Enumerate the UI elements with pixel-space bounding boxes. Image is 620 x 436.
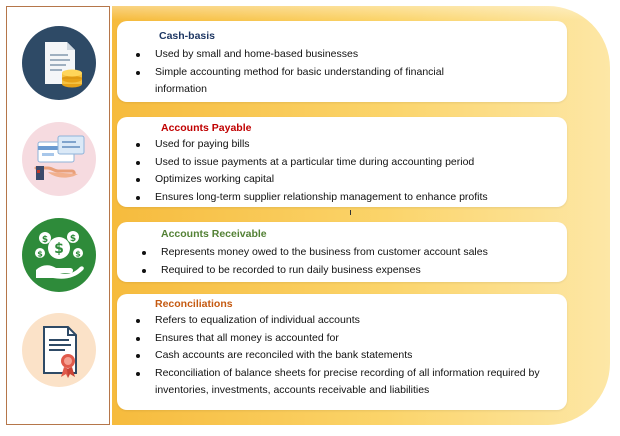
cash-basis-bullets [131, 46, 551, 99]
list-item: Used for paying bills [131, 136, 566, 154]
document-coins-icon [22, 26, 96, 100]
divider-mark [350, 210, 351, 215]
icon-column [6, 6, 110, 425]
accounts-payable-card [117, 117, 567, 207]
cash-basis-card [117, 21, 567, 102]
list-item: Optimizes working capital [131, 171, 566, 189]
list-item: Cash accounts are reconciled with the bank statements [131, 347, 561, 365]
certificate-icon [22, 313, 96, 387]
reconciliations-bullets [131, 312, 561, 400]
svg-text:$: $ [41, 235, 49, 245]
panel-highlight [112, 6, 610, 20]
svg-text:$: $ [69, 234, 77, 244]
list-item: Used to issue payments at a particular time during accounting period [131, 154, 566, 172]
accounts-payable-bullets [131, 136, 566, 206]
list-item: Used by small and home-based businesses [131, 46, 551, 64]
svg-text:$: $ [75, 249, 81, 259]
list-item: Refers to equalization of individual accounts [131, 312, 561, 330]
svg-text:$: $ [37, 249, 43, 259]
list-item: Ensures that all money is accounted for [131, 330, 561, 348]
list-item: Required to be recorded to run daily business expenses [137, 262, 562, 280]
cash-basis-title: Cash-basis [159, 30, 216, 42]
list-item: Reconciliation of balance sheets for precise recording of all information required by inventories, investments, accounts receivable and liabilities [131, 365, 561, 400]
accounts-receivable-bullets [137, 244, 562, 279]
hand-dollar-coins-icon [22, 218, 96, 292]
list-item: Simple accounting method for basic understanding of financial information [131, 64, 460, 99]
accounts-receivable-card [117, 222, 567, 282]
reconciliations-title: Reconciliations [155, 298, 233, 310]
reconciliations-card [117, 294, 567, 410]
svg-text:$: $ [54, 241, 64, 257]
accounts-payable-title: Accounts Payable [161, 122, 252, 134]
list-item: Represents money owed to the business from customer account sales [137, 244, 562, 262]
hand-card-payment-icon [22, 122, 96, 196]
list-item: Ensures long-term supplier relationship management to enhance profits [131, 189, 566, 207]
accounts-receivable-title: Accounts Receivable [161, 228, 267, 240]
